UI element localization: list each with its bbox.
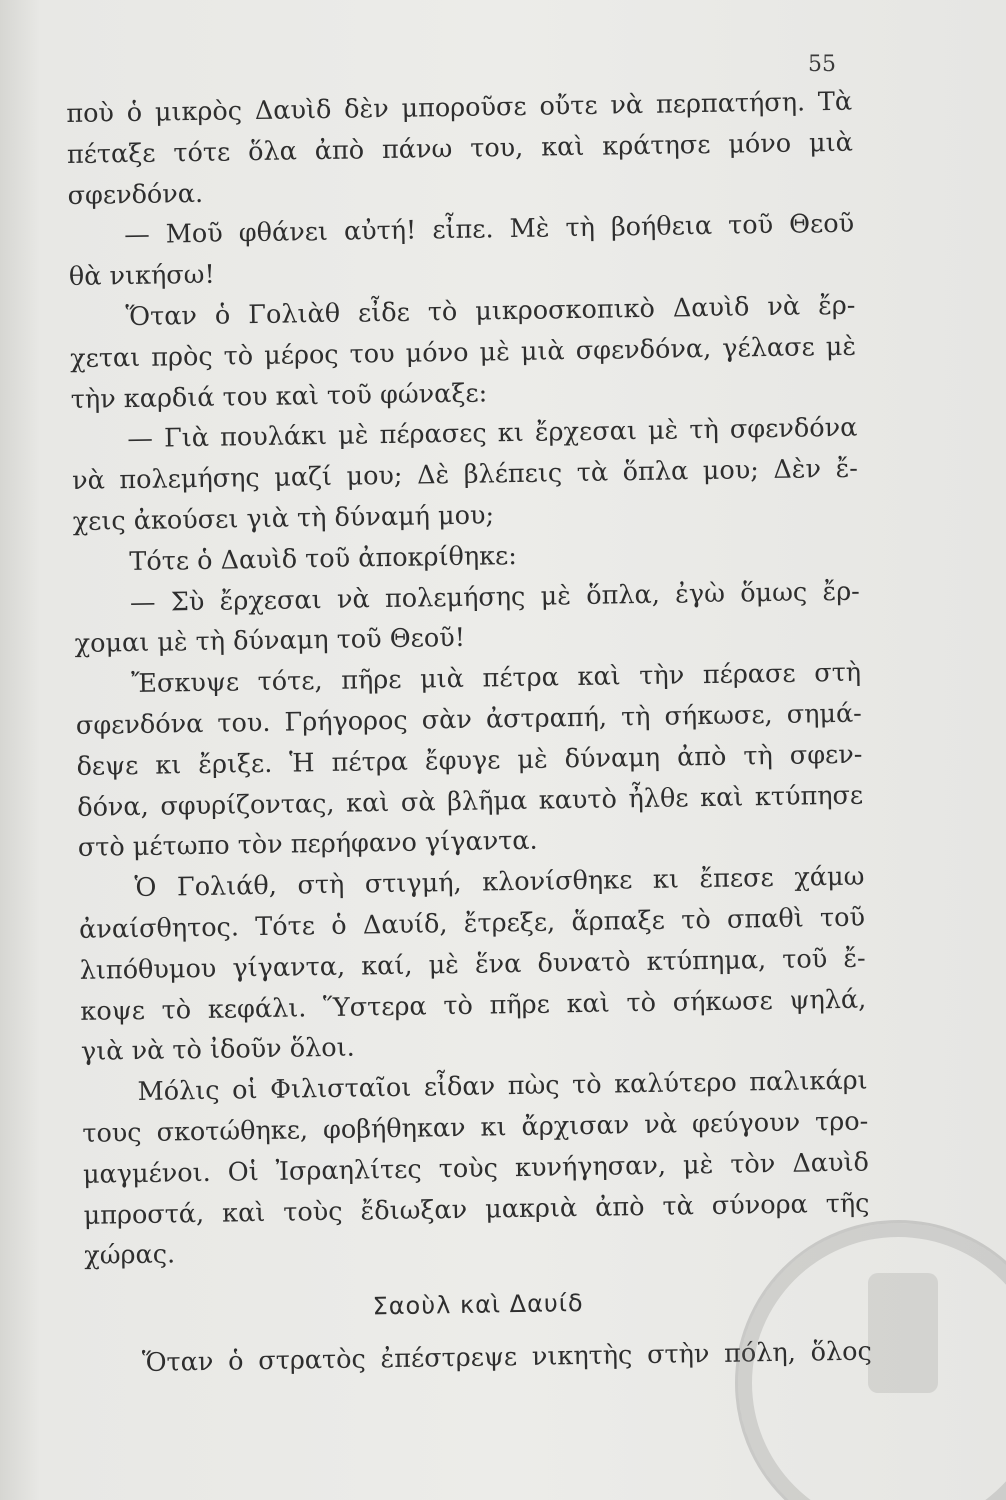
text-line: Ὅταν ὁ Γολιὰθ εἶδε τὸ μικροσκοπικὸ Δαυὶδ νὰ ἔρ-	[125, 290, 856, 333]
text-line: δόνα, σφυρίζοντας, καὶ σὰ βλῆμα καυτὸ ἦλθε καὶ κτύπησε	[76, 780, 864, 823]
text-line: θὰ νικήσω!	[68, 259, 215, 293]
text-line: πέταξε τότε ὅλα ἀπὸ πάνω του, καὶ κράτησε μόνο μιὰ	[66, 127, 854, 170]
text-line: — Μοῦ φθάνει αὐτή! εἶπε. Μὲ τὴ βοήθεια τοῦ Θεοῦ	[123, 209, 855, 251]
text-line: κοψε τὸ κεφάλι. Ὕστερα τὸ πῆρε καὶ τὸ σήκωσε ψηλά,	[80, 984, 867, 1027]
section-heading: Σαοὺλ καὶ Δαυίδ	[372, 1289, 584, 1321]
body-text	[66, 82, 872, 1385]
text-line: — Γιὰ πουλάκι μὲ πέρασες κι ἔρχεσαι μὲ τὴ σφενδόνα	[127, 412, 858, 455]
text-line: ποὺ ὁ μικρὸς Δαυὶδ δὲν μποροῦσε οὔτε νὰ περπατήση. Τὰ	[66, 86, 853, 129]
text-line: Μόλις οἱ Φιλισταῖοι εἶδαν πὼς τὸ καλύτερο παλικάρι	[137, 1065, 868, 1108]
text-line: τους σκοτώθηκε, φοβήθηκαν κι ἄρχισαν νὰ φεύγουν τρο-	[82, 1106, 869, 1149]
text-line: σφενδόνα του. Γρήγορος σὰν ἀστραπή, τὴ σήκωσε, σημά-	[75, 698, 863, 741]
text-line: χεται πρὸς τὸ μέρος του μόνο μὲ μιὰ σφενδόνα, γέλασε μὲ	[69, 331, 857, 374]
text-block-main	[66, 82, 870, 1277]
text-line: χομαι μὲ τὴ δύναμη τοῦ Θεοῦ!	[74, 623, 466, 660]
text-line: μπροστά, καὶ τοὺς ἔδιωξαν μακριὰ ἀπὸ τὰ σύνορα τῆς	[83, 1188, 870, 1231]
text-line: χεις ἀκούσει γιὰ τὴ δύναμή μου;	[72, 500, 495, 537]
stamp-emblem	[868, 1273, 938, 1393]
text-line: γιὰ νὰ τὸ ἰδοῦν ὅλοι.	[80, 1032, 356, 1068]
page-number: 55	[808, 52, 836, 77]
text-line: Ὅταν ὁ στρατὸς ἐπέστρεψε νικητὴς στὴν πόλη, ὅλος	[141, 1336, 873, 1378]
text-line: δεψε κι ἔριξε. Ἡ πέτρα ἔφυγε μὲ δύναμη ἀπὸ τὴ σφεν-	[76, 739, 863, 782]
text-line: Ὁ Γολιάθ, στὴ στιγμή, κλονίσθηκε κι ἔπεσε χάμω	[134, 861, 865, 904]
text-line: ἀναίσθητος. Τότε ὁ Δαυίδ, ἔτρεξε, ἅρπαξε τὸ σπαθὶ τοῦ	[78, 902, 866, 945]
text-line: λιπόθυμου γίγαντα, καί, μὲ ἕνα δυνατὸ κτύπημα, τοῦ ἔ-	[79, 943, 866, 986]
text-line: Ἔσκυψε τότε, πῆρε μιὰ πέτρα καὶ τὴν πέρασε στὴ	[131, 657, 862, 700]
text-line: χώρας.	[84, 1239, 176, 1272]
text-line: νὰ πολεμήσης μαζί μου; Δὲ βλέπεις τὰ ὅπλα μου; Δὲν ἔ-	[71, 453, 859, 497]
text-line: σφενδόνα.	[67, 178, 204, 211]
text-line: Τότε ὁ Δαυὶδ τοῦ ἀποκρίθηκε:	[129, 540, 518, 577]
text-line: — Σὺ ἔρχεσαι νὰ πολεμήσης μὲ ὅπλα, ἐγὼ ὅμως ἔρ-	[129, 576, 861, 618]
text-line: μαγμένοι. Οἱ Ἰσραηλίτες τοὺς κυνήγησαν, μὲ τὸν Δαυὶδ	[82, 1147, 870, 1190]
text-line: στὸ μέτωπο τὸν περήφανο γίγαντα.	[77, 826, 538, 864]
text-line: τὴν καρδιά του καὶ τοῦ φώναξε:	[70, 378, 488, 415]
